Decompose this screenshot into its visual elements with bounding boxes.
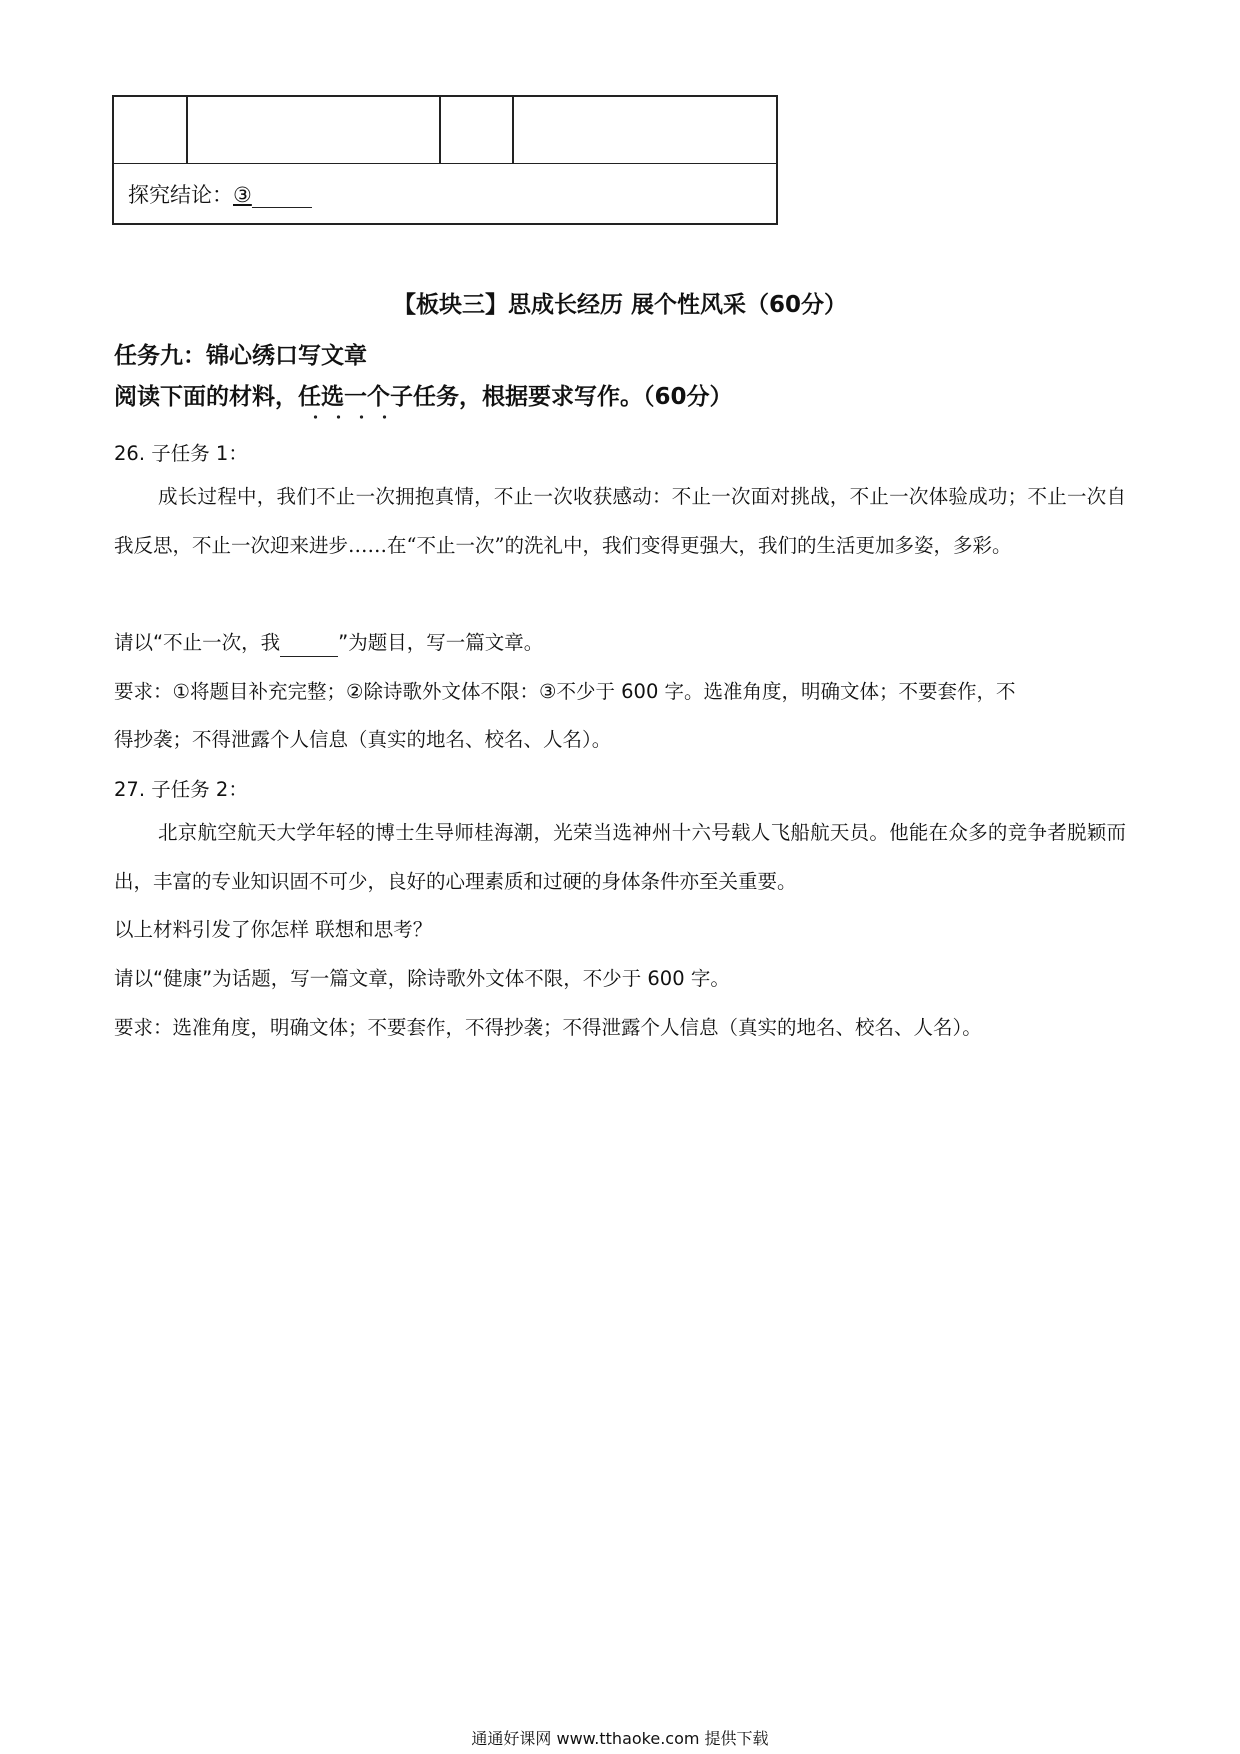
section-title: 【板块三】思成长经历 展个性风采（60分） — [392, 292, 847, 318]
q27-question: 以上材料引发了你怎样 联想和思考？ — [114, 918, 433, 941]
inquiry-conclusion — [128, 179, 312, 209]
conclusion-label: 探究结论： — [128, 183, 233, 207]
instruction-emphasis — [298, 384, 390, 410]
task-instruction — [114, 378, 733, 411]
table-divider — [512, 97, 514, 163]
emphasis-dots — [298, 415, 390, 419]
table-divider — [439, 97, 441, 163]
instruction-post: 子任务，根据要求写作。（60分） — [390, 384, 733, 410]
conclusion-blank — [252, 183, 312, 208]
q26-requirement-line2: 得抄袭；不得泄露个人信息（真实的地名、校名、人名）。 — [114, 728, 612, 751]
q26-title-blank — [280, 630, 338, 657]
q26-requirement-line1: 要求：①将题目补充完整；②除诗歌外文体不限：③不少于 600 字。选准角度，明确文体；不要套作，不 — [114, 680, 1016, 703]
instruction-pre: 阅读下面的材料， — [114, 384, 298, 410]
q27-heading: 27. 子任务 2： — [114, 778, 248, 801]
q26-prompt-pre: 请以“不止一次，我 — [114, 631, 281, 654]
task-title: 任务九：锦心绣口写文章 — [114, 343, 367, 369]
q26-heading: 26. 子任务 1： — [114, 442, 248, 465]
q27-prompt: 请以“健康”为话题，写一篇文章，除诗歌外文体不限，不少于 600 字。 — [114, 967, 730, 990]
page-footer: 通通好课网 www.tthaoke.com 提供下载 — [471, 1729, 769, 1748]
instruction-emphasis-text: 任选一个 — [298, 384, 390, 410]
conclusion-blank-number: ③ — [233, 183, 252, 207]
q27-material: 北京航空航天大学年轻的博士生导师桂海潮，光荣当选神州十六号载人飞船航天员。他能在众多的竞争者脱颖而出，丰富的专业知识固不可少，良好的心理素质和过硬的身体条件亦至关重要。 — [114, 821, 1126, 893]
q26-prompt-post: ”为题目，写一篇文章。 — [338, 631, 544, 654]
inquiry-table — [112, 95, 778, 225]
table-row-empty — [114, 97, 776, 164]
q27-requirement: 要求：选准角度，明确文体；不要套作，不得抄袭；不得泄露个人信息（真实的地名、校名、人名）。 — [114, 1016, 982, 1039]
table-divider — [186, 97, 188, 163]
q26-material: 成长过程中，我们不止一次拥抱真情，不止一次收获感动：不止一次面对挑战，不止一次体验成功；不止一次自我反思，不止一次迎来进步……在“不止一次”的洗礼中，我们变得更强大，我们的生活更加多姿，多彩。 — [114, 485, 1126, 557]
q26-prompt — [114, 630, 1126, 657]
